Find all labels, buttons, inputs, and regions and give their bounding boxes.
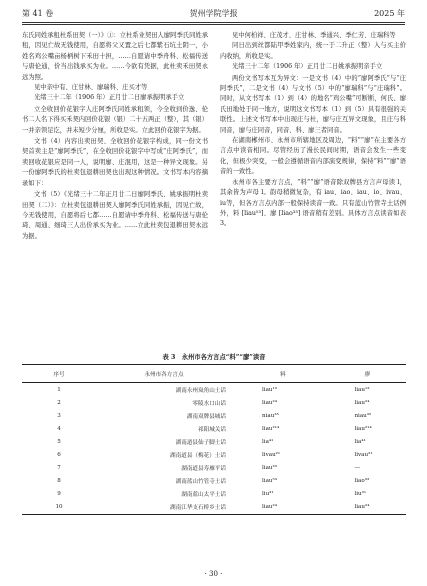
table-row <box>22 435 406 448</box>
liao2-reading: liau²⁴ <box>354 399 370 406</box>
col-header-location: 永州市各方言点 <box>144 371 184 378</box>
table-row <box>22 448 406 461</box>
right-column <box>220 31 406 230</box>
row-index: 9 <box>57 491 61 498</box>
location-name: 湖南蓝山竹管寺土话 <box>175 479 226 486</box>
liao1-reading: liau¹³ <box>262 386 278 393</box>
location-name: 湖南蓝山太平土话 <box>181 492 226 499</box>
paragraph: 光绪三十二年（1906 年）正月廿二日姚承振明亲手立 <box>232 63 383 71</box>
header-rule-thin <box>22 24 405 25</box>
table-row <box>22 409 406 422</box>
paragraph: 文书（5）《光绪三十二年正月廿二日廖阿季氏、姚承振明杜卖田契（二）》：立杜卖包退耕田契人廖阿季氏同姓承振，因见亡故，今无钱使用，自愿将后七都……自愿请中季舟科、松福传送与唐伦琦、周通、细琦三人出价承买为业。……立此杜卖包退耕田契永远为据。 <box>22 191 208 240</box>
liao2-reading: liau²⁴ <box>354 504 370 511</box>
row-index: 6 <box>57 452 61 459</box>
header-rule <box>22 22 405 23</box>
row-index: 2 <box>57 399 61 406</box>
location-name: 祁阳城关话 <box>198 426 226 433</box>
liao2-reading: niau³⁵ <box>354 412 372 419</box>
table-row <box>22 462 406 475</box>
paragraph: 见中亲中有、庄甘林、廖瑞科、庄买才等 <box>34 84 148 92</box>
liao1-reading: liu³¹ <box>262 491 274 498</box>
paragraph: 立全收回价花银字人庄阿季氏同姓承租领，今全收到价逸、伦书二人名下得买禾契内回价花银（银）二十五两正（整），其（银）一并亲领足讫，并未短少分厘，所收是实。立此回价花银字为据。 <box>22 105 208 134</box>
running-header <box>22 8 405 22</box>
liao2-reading: liao³³ <box>354 478 370 485</box>
location-name: 湖南江华支石桥乡土话 <box>170 505 226 512</box>
row-index: 1 <box>57 386 61 393</box>
liao1-reading: liau²⁴ <box>262 504 278 511</box>
row-index: 3 <box>57 412 61 419</box>
row-index: 7 <box>57 465 61 472</box>
pronunciation-table <box>22 364 406 515</box>
row-index: 10 <box>55 504 63 511</box>
volume-label: 第 41 卷 <box>22 9 54 18</box>
paragraph: 两份文书写本互为异文：一是文书（4）中的“廖阿季氏”与“庄阿季氏”，二是文书（4）与文书（5）中的“廖瑞科”与“庄瑞科”。同时，从文书写本（1）到（4）的地名“鸡公嘴”可断断，何氏、廖氏田地处于同一地方，说明这文书写本（1）到（5）具有很强的关联性。上述文书写本中出现庄与杜，廖与庄互异文现象，且庄与科同音，廖与庄同音，同音、科、廖三者同音。 <box>220 74 406 134</box>
journal-title: 贺州学院学报 <box>189 9 238 18</box>
liao1-reading: liau²¹⁴ <box>262 425 280 432</box>
liao2-reading: liau¹³ <box>354 386 370 393</box>
paragraph: 永州市各主要方言点，“料”“廖”语音除双牌县方言声母读 l，其余皆为声母 l。韵母稍微复杂，有 iau、iao、iau、io、ivau、iu等，但各方言点内部一般保持读音一致。只有蓝山竹管寺土话例外，料 [liau⁵³]、廖 [liao³³] 语音稍有差别。具体方言点读音如表 3。 <box>220 178 406 228</box>
paragraph: 同日出到丝都陆甲季姓家内，统一于二升正（整）入与买主价内收纳，所收是实。 <box>220 42 406 60</box>
col-header-index: 序号 <box>53 371 65 378</box>
location-name: 湖南永州岚角山土话 <box>175 387 226 394</box>
liao1-reading: niau³⁵ <box>262 412 279 419</box>
liao1-reading: livau²¹ <box>262 452 281 459</box>
liao1-reading: liau²⁴ <box>262 399 278 406</box>
liao2-reading: lia⁴¹ <box>354 438 366 445</box>
table-row <box>22 383 406 397</box>
paragraph: 东氏同姓承租杜系田契（一）》①：立杜系业契田人廖阿季氏同姓承租，因见亡故无钱使用，自愿将父又置之后七都紫石坑土阴一，小姓名鸡公嘴亩杨柄树下禾田十担，……自愿请中季舟科、松福传送与唐伦通，价当出钱承买为业。……今欲有凭据，此杜卖禾田契永远为照。 <box>22 32 208 81</box>
row-index: 5 <box>57 438 61 445</box>
liao2-reading: liu³¹ <box>354 491 367 498</box>
page-number: · 30 · <box>204 570 223 578</box>
table-row <box>22 488 406 501</box>
location-name: 湖南道县（梅花）土话 <box>170 453 226 460</box>
left-column <box>22 31 208 242</box>
paragraph: 光绪三十二年（1906 年）正月廿二日廖承振明承手立 <box>34 94 185 102</box>
location-name: 湖南道县仙子脚土话 <box>175 439 226 446</box>
col-header-liao2: 廖 <box>364 371 371 378</box>
paragraph: 见中何柏祥、庄茂才、庄甘林、季通兴、季仁芳、庄瑞科等 <box>232 32 396 39</box>
location-name: 零陵水口山话 <box>192 400 226 407</box>
table-row <box>22 475 406 488</box>
liao2-reading: — <box>354 465 361 472</box>
liao1-reading: lia⁴¹ <box>262 438 274 445</box>
row-index: 4 <box>57 425 61 432</box>
location-name: 湖南道县寿雁平话 <box>181 466 226 473</box>
year-label: 2025 年 <box>374 9 405 18</box>
liao1-reading: liau⁵³ <box>262 478 278 485</box>
liao2-reading: liau²¹⁴ <box>354 425 372 432</box>
liao1-reading: liau³³ <box>262 465 278 472</box>
table-row <box>22 396 406 409</box>
table-row <box>22 422 406 435</box>
table-row <box>22 501 406 515</box>
row-index: 8 <box>57 478 61 485</box>
table-title: 表 3 永州市各方言点“料”“廖”读音 <box>162 354 266 361</box>
location-name: 湖南双牌县城话 <box>186 413 226 420</box>
liao2-reading: livau²¹ <box>354 452 373 459</box>
table-header-row <box>22 365 406 383</box>
paragraph: 文书（4）内容出卖田契、全收回价花银字构成，同一份文书契首卖主是“廖阿季氏”，在全收回价花银字中写成“庄阿季氏”，而卖回收花银应是同一人，说明廖、庄混用，这是一种异文现象。另一份廖阿季氏的杜卖包退耕田契也出现这种情况。文书写本内容摘录如下： <box>22 138 208 187</box>
col-header-liao1: 料 <box>280 371 286 378</box>
table-3 <box>22 352 406 515</box>
paragraph: 在湖南郴州市、永州市所辖地区及周边，“料”“廖”在主要各方言点中读音相同。尽管经历了漫长民间时期，语音会发生一些变化，但极少突变，一般会遵循语音内部演变规律，保持“料”“廖”语音的一致性。 <box>220 137 406 176</box>
